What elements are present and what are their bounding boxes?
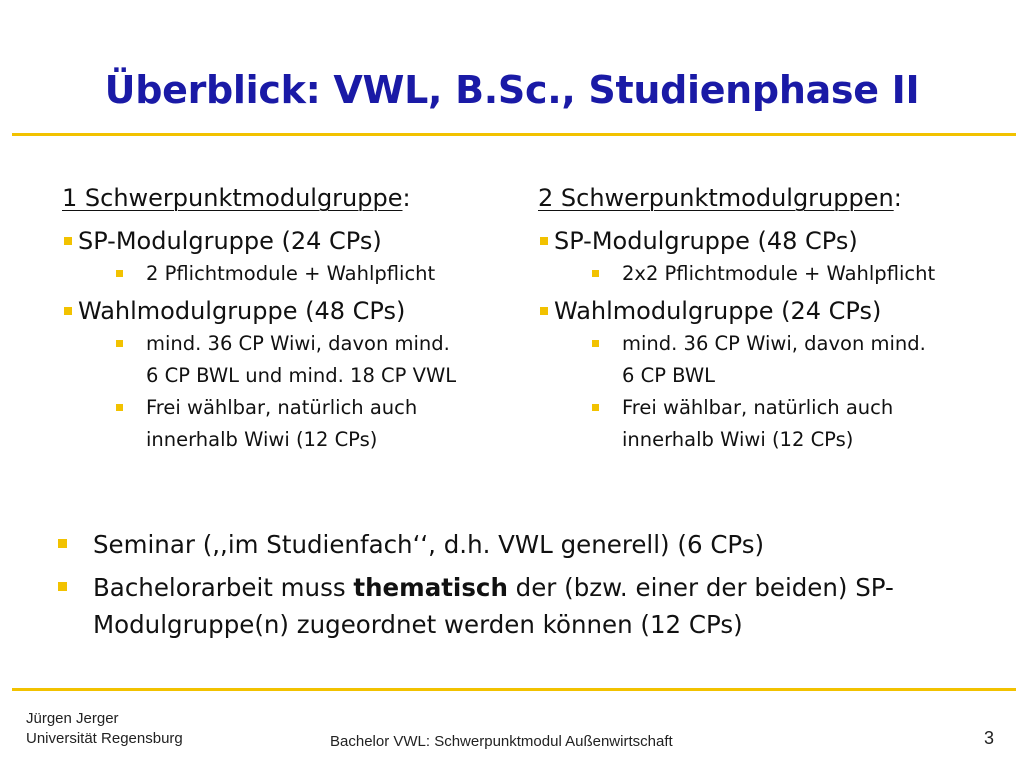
footer-author: Jürgen Jerger [26, 710, 119, 727]
seminar-bullet: Seminar (,,im Studienfach‘‘, d.h. VWL generell) (6 CPs) [56, 526, 996, 563]
slide-title: Überblick: VWL, B.Sc., Studienphase II [104, 68, 920, 112]
right-column-heading: 2 Schwerpunktmodulgruppen: [538, 184, 902, 212]
bullet-square-icon [116, 340, 123, 347]
right-group-wahl-item-2: Frei wählbar, natürlich auch innerhalb Wiwi (12 CPs) [538, 392, 998, 456]
bullet-square-icon [592, 340, 599, 347]
left-group-wahl-item-1: mind. 36 CP Wiwi, davon mind. 6 CP BWL und mind. 18 CP VWL [62, 328, 522, 392]
bullet-square-icon [58, 582, 67, 591]
left-group-wahl: Wahlmodulgruppe (48 CPs) [62, 294, 522, 328]
right-group-wahl: Wahlmodulgruppe (24 CPs) [538, 294, 998, 328]
footer-course: Bachelor VWL: Schwerpunktmodul Außenwirtschaft [330, 733, 673, 750]
bullet-square-icon [592, 270, 599, 277]
right-group-wahl-item-1: mind. 36 CP Wiwi, davon mind. 6 CP BWL [538, 328, 998, 392]
left-group-wahl-item-2: Frei wählbar, natürlich auch innerhalb Wiwi (12 CPs) [62, 392, 522, 456]
footer-institution: Universität Regensburg [26, 730, 183, 747]
thesis-bullet: Bachelorarbeit muss thematisch der (bzw. einer der beiden) SP- Modulgruppe(n) zugeordnet werden können (12 CPs) [56, 569, 996, 643]
page-number: 3 [984, 728, 995, 748]
left-column [62, 180, 522, 456]
bottom-bullets [56, 526, 996, 649]
bullet-square-icon [592, 404, 599, 411]
top-divider [12, 133, 1016, 136]
bottom-divider [12, 688, 1016, 691]
bullet-square-icon [64, 307, 72, 315]
right-group-sp: SP-Modulgruppe (48 CPs) [538, 224, 998, 258]
bullet-square-icon [116, 404, 123, 411]
footer-author-block [26, 709, 183, 749]
right-column [538, 180, 998, 456]
bullet-square-icon [540, 307, 548, 315]
bullet-square-icon [116, 270, 123, 277]
left-column-heading: 1 Schwerpunktmodulgruppe: [62, 184, 411, 212]
left-group-sp-item: 2 Pflichtmodule + Wahlpflicht [62, 258, 522, 290]
bullet-square-icon [540, 237, 548, 245]
bullet-square-icon [58, 539, 67, 548]
right-group-sp-item: 2x2 Pflichtmodule + Wahlpflicht [538, 258, 998, 290]
bullet-square-icon [64, 237, 72, 245]
left-group-sp: SP-Modulgruppe (24 CPs) [62, 224, 522, 258]
